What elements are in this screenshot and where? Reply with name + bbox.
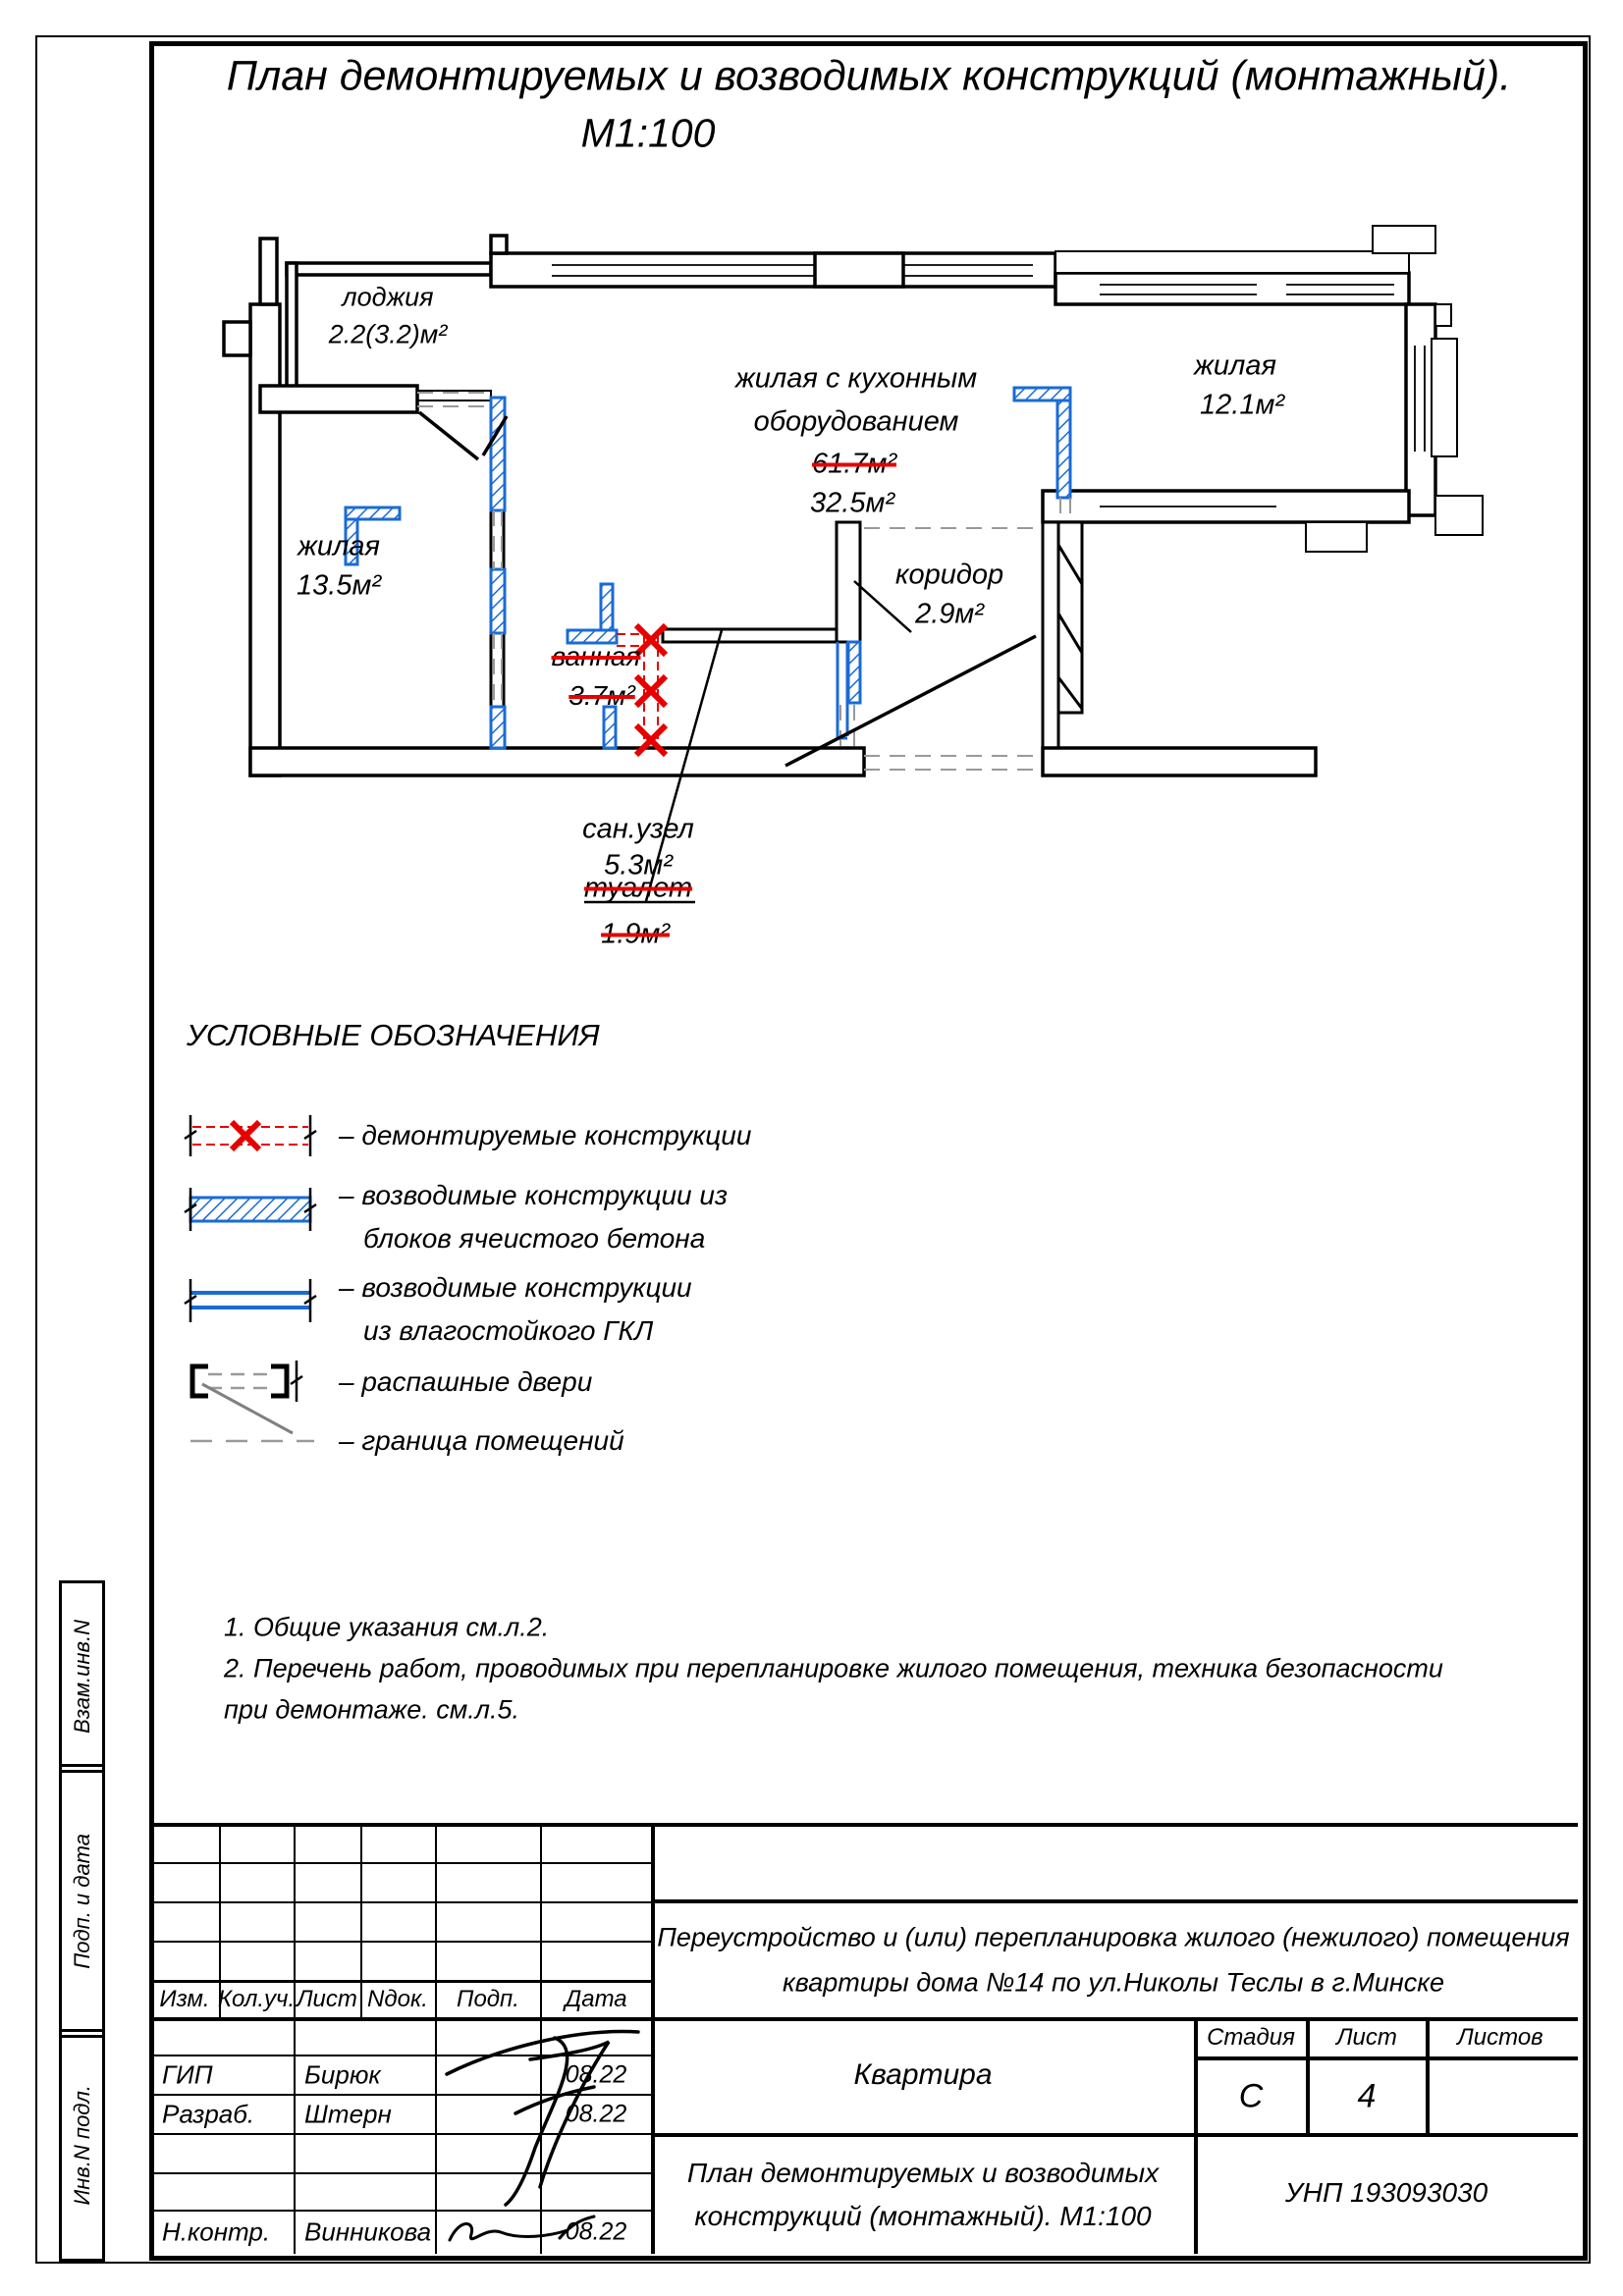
tb-line [651,1899,1578,1903]
stamp-box-podp [59,1764,105,2038]
tb-date-razrab: 08.22 [565,2100,627,2128]
tb-header-podp: Подп. [457,1986,519,2012]
tb-line [294,1823,296,2254]
demolish-walls-symbol [177,1109,324,1162]
tb-line [1194,2017,1198,2254]
room-label-kitchen-area-new: 32.5м² [810,487,894,519]
room-label-sanuzel-area: 5.3м² [604,849,673,881]
legend-item-gkl-line1: – возводимые конструкции [339,1272,692,1303]
tb-drawing-line1: План демонтируемых и возводимых [686,2158,1160,2188]
tb-role-nkontr: Н.контр. [162,2216,271,2247]
room-label-living-right-name: жилая [1193,349,1277,382]
gkl-walls-symbol [177,1274,324,1327]
tb-line [149,2017,1578,2021]
tb-project-line2: квартиры дома №14 по ул.Николы Теслы в г.Минске [783,1967,1444,1998]
drawing-scale: М1:100 [580,110,716,156]
room-label-loggia-area: 2.2(3.2)м² [328,319,448,349]
tb-header-data: Дата [565,1986,627,2012]
signature-gip [437,2020,648,2212]
tb-line [651,2133,1578,2137]
tb-line [1426,2017,1430,2133]
tb-stage-label: Стадия [1207,2024,1295,2051]
stamp-box-inv [59,2029,105,2262]
room-label-loggia-name: лоджия [342,282,434,312]
stamp-box-podp-label: Подп. и дата [69,1833,94,1969]
legend-item-boundary: – граница помещений [339,1425,624,1456]
tb-sheet-value: 4 [1357,2077,1377,2115]
tb-header-koluch: Кол.уч. [217,1986,296,2012]
room-label-sanuzel-name: сан.узел [582,813,694,845]
tb-role-gip: ГИП [162,2059,213,2090]
tb-line [360,1823,362,2017]
tb-line [149,1862,651,1864]
room-label-kitchen-name2: оборудованием [753,405,959,438]
tb-name-gip: Бирюк [304,2059,381,2090]
tb-role-razrab: Разраб. [162,2099,255,2129]
room-label-toilet-area: 1.9м² [601,918,670,950]
tb-date-nkontr: 08.22 [565,2217,627,2246]
tb-line [149,1941,651,1943]
room-label-living-left-name: жилая [297,530,381,562]
legend-item-aerated-line1: – возводимые конструкции из [339,1180,728,1210]
room-label-corridor-area: 2.9м² [915,598,984,630]
signature-nkontr [442,2211,599,2252]
tb-line [1194,2056,1578,2060]
tb-header-izm: Изм. [159,1986,210,2012]
new-walls-gkl [838,642,847,738]
legend-item-doors: – распашные двери [339,1366,593,1397]
tb-name-razrab: Штерн [304,2099,392,2129]
tb-line [149,1980,651,1983]
note-3: при демонтаже. см.л.5. [224,1694,519,1725]
stamp-box-inv-label: Инв.N подл. [69,2085,94,2206]
drawing-title: План демонтируемых и возводимых конструкций (монтажный). [226,52,1512,100]
tb-line [149,1901,651,1903]
tb-name-nkontr: Винникова [304,2216,432,2247]
room-label-kitchen-name1: жилая с кухонным [734,362,978,395]
tb-stage-value: С [1238,2077,1264,2115]
legend-item-aerated-line2: блоков ячеистого бетона [363,1223,706,1254]
stamp-box-vzam [59,1580,105,1773]
legend-heading: УСЛОВНЫЕ ОБОЗНАЧЕНИЯ [187,1018,600,1052]
tb-drawing-line2: конструкций (монтажный). М1:100 [694,2201,1152,2231]
room-label-toilet-name: туалет [583,872,693,904]
room-label-corridor-name: коридор [894,559,1004,591]
tb-header-ndok: Nдок. [367,1986,428,2012]
tb-header-list: Лист [297,1986,357,2012]
room-boundary-symbol [177,1425,324,1457]
legend-item-gkl-line2: из влагостойкого ГКЛ [363,1315,654,1346]
note-1: 1. Общие указания см.л.2. [224,1612,550,1642]
tb-line [149,1823,1578,1827]
tb-unp: УНП 193093030 [1284,2177,1488,2208]
stamp-box-vzam-label: Взам.инв.N [69,1620,94,1734]
vent-shaft [1058,522,1082,713]
tb-sheet-label: Лист [1336,2024,1397,2051]
room-label-living-right-area: 12.1м² [1200,389,1284,421]
tb-project-line1: Переустройство и (или) перепланировка жилого (нежилого) помещения [657,1922,1570,1952]
tb-object-name: Квартира [853,2058,993,2091]
room-label-bathroom-name: ванная [551,641,641,671]
tb-sheets-label: Листов [1457,2024,1543,2051]
tb-line [651,1823,655,2254]
room-label-living-left-area: 13.5м² [297,569,381,602]
room-label-bathroom-area: 3.7м² [568,680,635,711]
room-label-kitchen-area-old: 61.7м² [812,448,896,480]
legend-item-demolish: – демонтируемые конструкции [339,1120,752,1150]
note-2: 2. Перечень работ, проводимых при перепланировке жилого помещения, техника безопасности [224,1653,1443,1683]
tb-line [1306,2017,1310,2133]
aerated-walls-symbol [177,1183,324,1236]
tb-date-gip: 08.22 [565,2060,627,2089]
